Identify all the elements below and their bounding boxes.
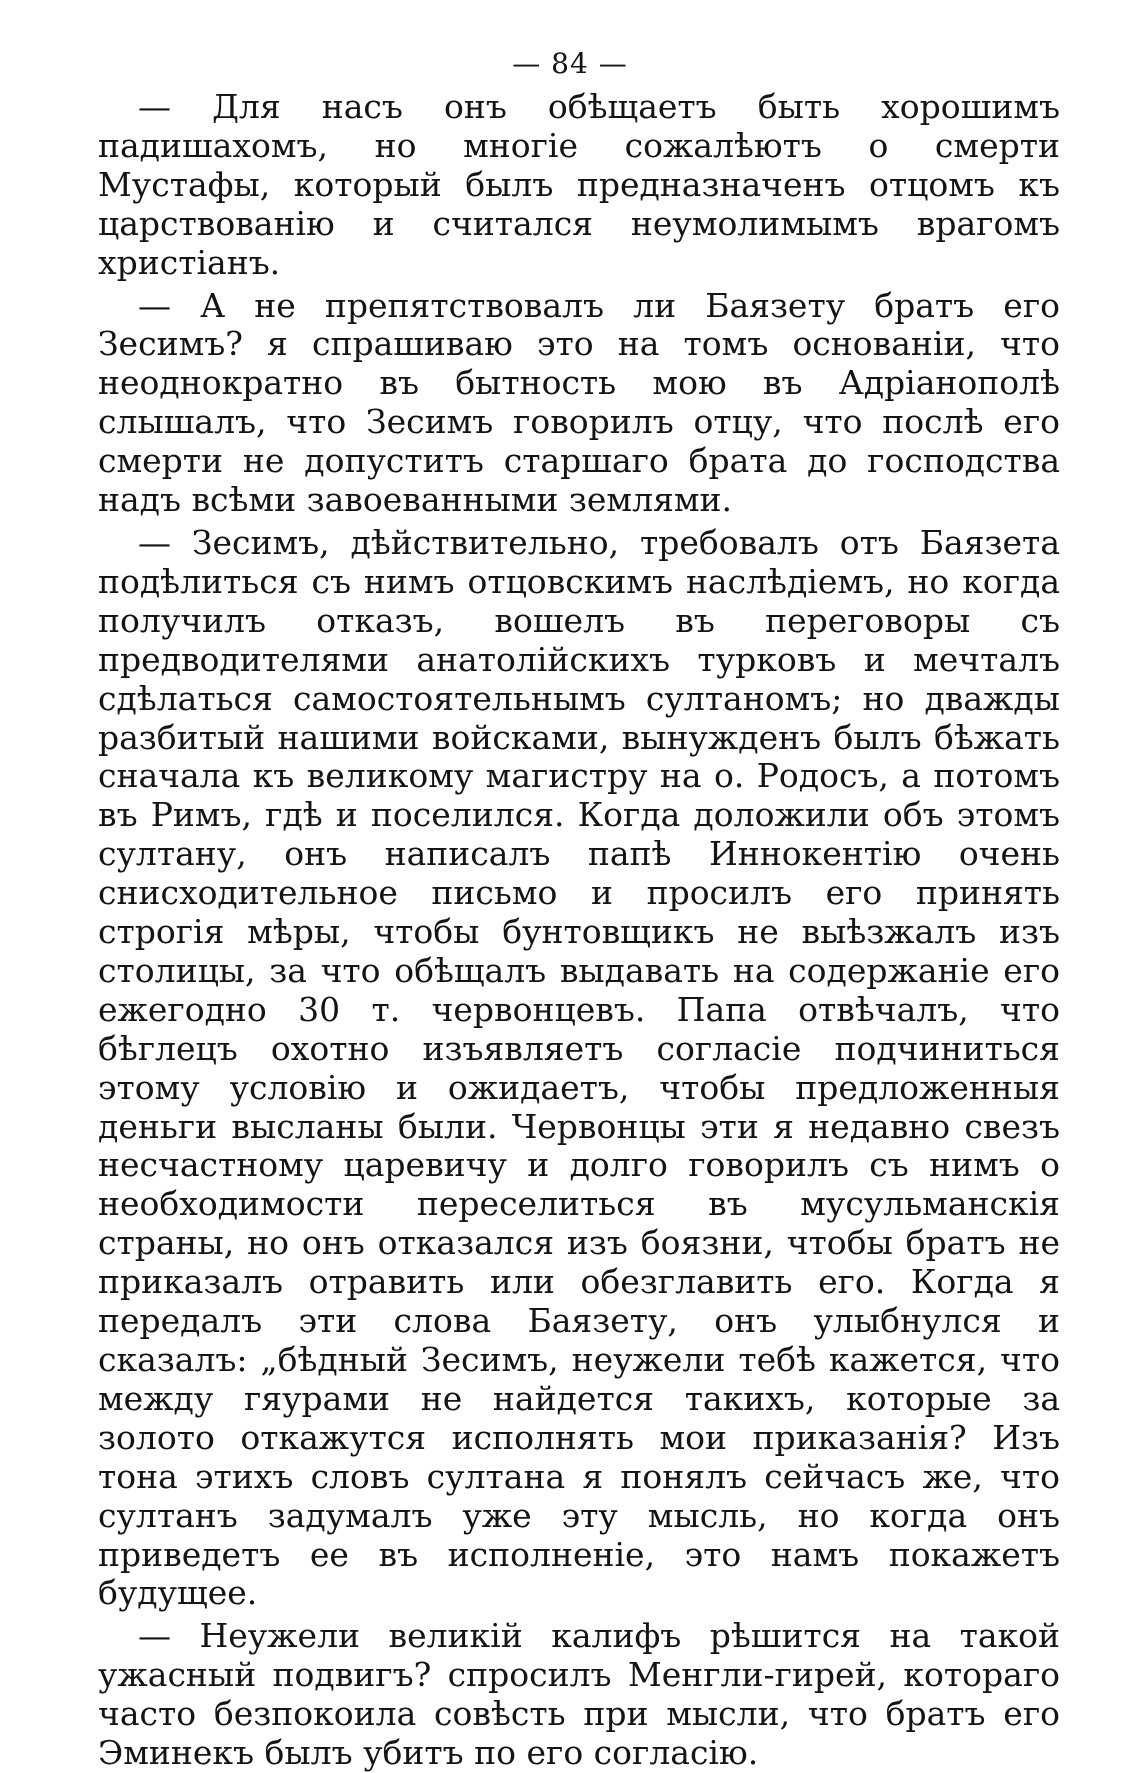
text-column (98, 88, 1060, 1773)
paragraph-3: — Зесимъ, дѣйствительно, требовалъ отъ Баязета подѣлиться съ нимъ отцовскимъ наслѣдіемъ, но когда получилъ отказъ, вошелъ въ переговоры съ предводителями анатолійскихъ турковъ и мечталъ сдѣлаться самостоятельнымъ султаномъ; но дважды разбитый нашими войсками, вынужденъ былъ бѣжать сначала къ великому магистру на о. Родосъ, а потомъ въ Римъ, гдѣ и поселился. Когда доложили объ этомъ султану, онъ написалъ папѣ Иннокентію очень снисходительное письмо и просилъ его принять строгія мѣры, чтобы бунтовщикъ не выѣзжалъ изъ столицы, за что обѣщалъ выдавать на содержаніе его ежегодно 30 т. червонцевъ. Папа отвѣчалъ, что бѣглецъ охотно изъявляетъ согласіе подчиниться этому условію и ожидаетъ, чтобы предложенныя деньги высланы были. Червонцы эти я недавно свезъ несчастному царевичу и долго говорилъ съ нимъ о необходимости переселиться въ мусульманскія страны, но онъ отказался изъ боязни, чтобы братъ не приказалъ отравить или обезглавить его. Когда я передалъ эти слова Баязету, онъ улыбнулся и сказалъ: „бѣдный Зесимъ, неужели тебѣ кажется, что между гяурами не найдется такихъ, которые за золото откажутся исполнять мои приказанія? Изъ тона этихъ словъ султана я понялъ сейчасъ же, что султанъ задумалъ уже эту мысль, но когда онъ приведетъ ее въ исполненіе, это намъ покажетъ будущее. (98, 522, 1060, 1613)
paragraph-4: — Неужели великій калифъ рѣшится на такой ужасный подвигъ? спросилъ Менгли-гирей, котораго часто безпокоила совѣсть при мысли, что братъ его Эминекъ былъ убитъ по его согласію. (98, 1616, 1060, 1773)
page-number: — 84 — (512, 47, 628, 80)
paragraph-1: — Для насъ онъ обѣщаетъ быть хорошимъ падишахомъ, но многіе сожалѣютъ о смерти Мустафы, который былъ предназначенъ отцомъ къ царствованію и считался неумолимымъ врагомъ христіанъ. (98, 87, 1060, 282)
paragraph-2: — А не препятствовалъ ли Баязету братъ его Зесимъ? я спрашиваю это на томъ основаніи, что неоднократно въ бытность мою въ Адріанополѣ слышалъ, что Зесимъ говорилъ отцу, что послѣ его смерти не допуститъ старшаго брата до господства надъ всѣми завоеванными землями. (98, 285, 1060, 520)
